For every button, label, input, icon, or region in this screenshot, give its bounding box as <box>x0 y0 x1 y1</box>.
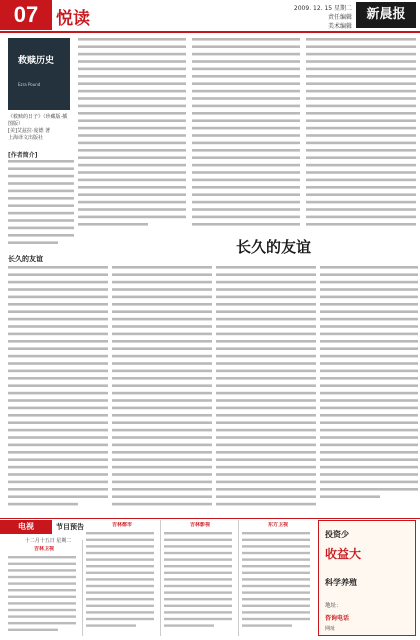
page-number: 07 <box>0 0 52 30</box>
tv-section-subtitle: 节目预告 <box>56 523 84 531</box>
tv-divider <box>82 540 83 636</box>
tv-column-1-heading: 吉林卫视 <box>33 546 54 552</box>
book-caption <box>8 114 72 142</box>
edition-line: 美术编辑 <box>327 23 352 30</box>
article-title: 长久的友谊 <box>236 238 312 256</box>
tv-column-1-listings <box>8 553 80 633</box>
tv-section-header: 电视 <box>0 520 52 534</box>
tv-column-4-listings <box>242 529 314 633</box>
issue-date: 2009. 12. 15 星期二 <box>293 5 352 12</box>
ad-line-1: 投资少 <box>325 530 349 539</box>
book-caption-publisher: 上海译文出版社 <box>8 135 44 141</box>
advertisement-box <box>318 520 416 636</box>
tv-column-2-listings <box>86 529 158 633</box>
book-cover-title: 救赎历史 <box>18 56 55 66</box>
tv-divider <box>160 520 161 636</box>
tv-column-3 <box>164 522 236 636</box>
ad-phone: 咨询电话 <box>325 615 350 622</box>
tv-column-4 <box>242 522 314 636</box>
ad-headline: 收益大 <box>325 547 362 561</box>
book-cover-image <box>8 38 70 110</box>
article-body-bottom <box>8 266 418 514</box>
article-subtitle: 长久的友谊 <box>8 255 43 263</box>
book-cover-author: Ezra Pound <box>18 82 41 87</box>
book-caption-author: [美]艾兹拉·庞德 著 <box>8 128 51 134</box>
tv-column-2-heading: 吉林都市 <box>111 522 132 528</box>
section-title: 悦读 <box>56 9 90 29</box>
article-body-top <box>78 38 418 234</box>
tv-column-3-heading: 吉林影视 <box>189 522 210 528</box>
book-caption-title: 《救赎的日子》（珍藏版·插图版） <box>8 114 68 127</box>
tv-date: 十二月十五日 星期二 <box>24 538 72 544</box>
author-intro-label: [作者简介] <box>8 152 38 159</box>
tv-section-rule <box>0 518 420 519</box>
tv-column-3-listings <box>164 529 236 633</box>
edition-line: 责任编辑 <box>327 14 352 21</box>
tv-column-1 <box>8 546 80 636</box>
tv-column-2 <box>86 522 158 636</box>
ad-website: 网址 <box>325 626 336 632</box>
tv-column-4-heading: 东方卫视 <box>267 522 288 528</box>
header-rule <box>0 31 420 33</box>
newspaper-logo: 新晨报 <box>356 2 416 28</box>
author-intro-body <box>8 160 74 250</box>
tv-divider <box>238 520 239 636</box>
ad-address: 地址： <box>325 603 342 609</box>
ad-subheadline: 科学养殖 <box>325 578 357 587</box>
